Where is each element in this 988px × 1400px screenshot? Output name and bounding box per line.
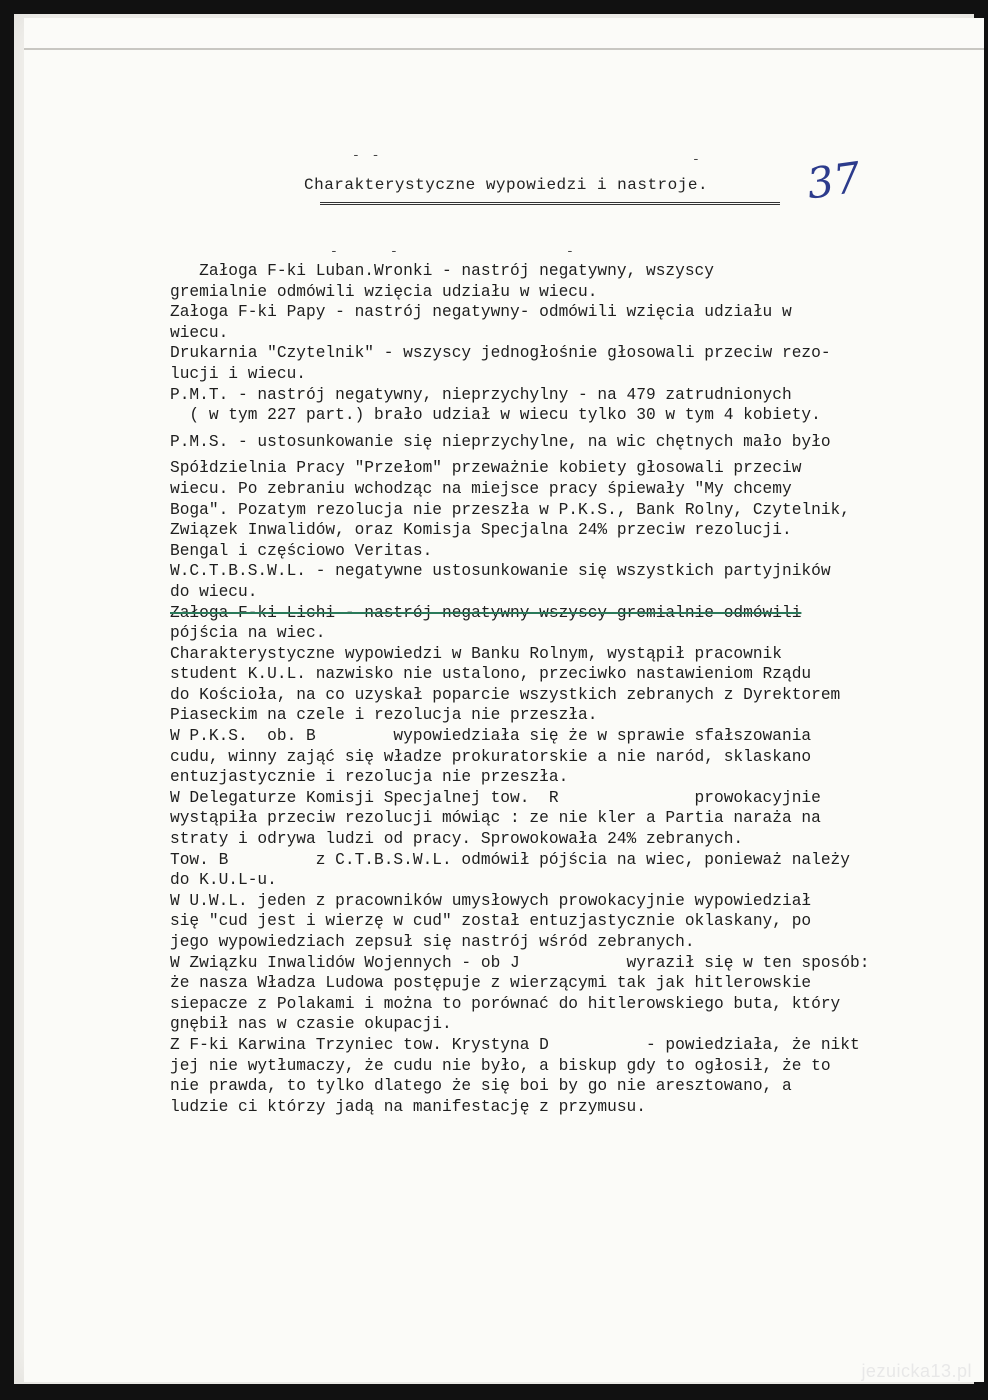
scanned-page-background xyxy=(14,14,974,1384)
text-line: gremialnie odmówili wzięcia udziału w wiecu. xyxy=(170,282,598,301)
handwritten-page-number: 37 xyxy=(803,152,864,209)
decorative-ticks: - xyxy=(566,244,576,259)
top-fold-line xyxy=(24,48,984,50)
text-line: Załoga F-ki Papy - nastrój negatywny- odmówili wzięcia udziału w xyxy=(170,303,792,322)
text-line: Tow. B z C.T.B.S.W.L. odmówił pójścia na wiec, ponieważ należy xyxy=(170,850,850,869)
text-line: W.C.T.B.S.W.L. - negatywne ustosunkowanie się wszystkich partyjników xyxy=(170,562,831,581)
text-line: P.M.S. - ustosunkowanie się nieprzychylne, na wic chętnych mało było xyxy=(170,432,831,451)
text-line: pójścia na wiec. xyxy=(170,624,326,643)
text-line: cudu, winny zająć się władze prokuratorskie a nie naród, sklaskano xyxy=(170,747,812,766)
decorative-ticks: - xyxy=(330,244,340,259)
text-line: student K.U.L. nazwisko nie ustalono, przeciwko nastawieniom Rządu xyxy=(170,665,812,684)
text-line: że nasza Władza Ludowa postępuje z wierzącymi tak jak hitlerowskie xyxy=(170,974,812,993)
text-line: wiecu. Po zebraniu wchodząc na miejsce pracy śpiewały "My chcemy xyxy=(170,479,792,498)
text-line: jej nie wytłumaczy, że cudu nie było, a biskup gdy to ogłosił, że to xyxy=(170,1056,831,1075)
text-line: ludzie ci którzy jadą na manifestację z przymusu. xyxy=(170,1097,646,1116)
text-line: jego wypowiedziach zepsuł się nastrój wśród zebranych. xyxy=(170,933,695,951)
text-line: Drukarnia "Czytelnik" - wszyscy jednogłośnie głosowali przeciw rezo- xyxy=(170,344,831,363)
text-line: się "cud jest i wierzę w cud" został entuzjastycznie oklaskany, po xyxy=(170,912,812,931)
text-line: wystąpiła przeciw rezolucji mówiąc : ze nie kler a Partia naraża na xyxy=(170,809,821,828)
site-watermark: jezuicka13.pl xyxy=(861,1361,972,1381)
text-line: W P.K.S. ob. B wypowiedziała się że w sprawie sfałszowania xyxy=(170,727,812,746)
text-line: W Delegaturze Komisji Specjalnej tow. R prowokacyjnie xyxy=(170,788,821,807)
decorative-ticks: - xyxy=(692,152,702,167)
text-line: Bengal i częściowo Veritas. xyxy=(170,541,433,560)
decorative-ticks: - - xyxy=(352,148,382,163)
text-line: gnębił nas w czasie okupacji. xyxy=(170,1015,452,1034)
text-line: do wiecu. xyxy=(170,582,258,601)
text-line: nie prawda, to tylko dlatego że się boi by go nie aresztowano, a xyxy=(170,1077,792,1096)
text-line: Z F-ki Karwina Trzyniec tow. Krystyna D - powiedziała, że nikt xyxy=(170,1035,860,1054)
text-line: siepacze z Polakami i można to porównać do hitlerowskiego buta, który xyxy=(170,994,841,1013)
title-underline xyxy=(320,202,780,209)
text-line: Boga". Pozatym rezolucja nie przeszła w P.K.S., Bank Rolny, Czytelnik, xyxy=(170,500,850,519)
text-line: Związek Inwalidów, oraz Komisja Specjalna 24% przeciw rezolucji. xyxy=(170,521,792,540)
text-line: ( w tym 227 part.) brało udział w wiecu tylko 30 w tym 4 kobiety. xyxy=(170,406,821,425)
text-line: do K.U.L-u. xyxy=(170,871,277,890)
text-line: Piaseckim na czele i rezolucja nie przeszła. xyxy=(170,706,598,725)
text-line: Spółdzielnia Pracy "Przełom" przeważnie kobiety głosowali przeciw xyxy=(170,459,802,478)
text-line: do Kościoła, na co uzyskał poparcie wszystkich zebranych z Dyrektorem xyxy=(170,685,841,704)
text-line: lucji i wiecu. xyxy=(170,364,306,383)
document-body xyxy=(170,261,970,1117)
text-line: Charakterystyczne wypowiedzi w Banku Rolnym, wystąpił pracownik xyxy=(170,644,782,663)
text-line: P.M.T. - nastrój negatywny, nieprzychylny - na 479 zatrudnionych xyxy=(170,385,792,404)
decorative-ticks: - xyxy=(390,244,400,259)
text-line: Załoga F-ki Luban.Wronki - nastrój negatywny, wszyscy xyxy=(170,262,714,280)
struck-text-line: Załoga F-ki Lichi - nastrój negatywny wszyscy gremialnie odmówili xyxy=(170,603,802,622)
document-title: Charakterystyczne wypowiedzi i nastroje. xyxy=(304,176,709,194)
text-line: straty i odrywa ludzi od pracy. Sprowokowała 24% zebranych. xyxy=(170,830,744,849)
text-line: entuzjastycznie i rezolucja nie przeszła. xyxy=(170,768,569,787)
document-page xyxy=(24,18,984,1382)
text-line: wiecu. xyxy=(170,323,229,342)
text-line: W Związku Inwalidów Wojennych - ob J wyraził się w ten sposób: xyxy=(170,953,870,972)
text-line: W U.W.L. jeden z pracowników umysłowych prowokacyjnie wypowiedział xyxy=(170,891,812,910)
